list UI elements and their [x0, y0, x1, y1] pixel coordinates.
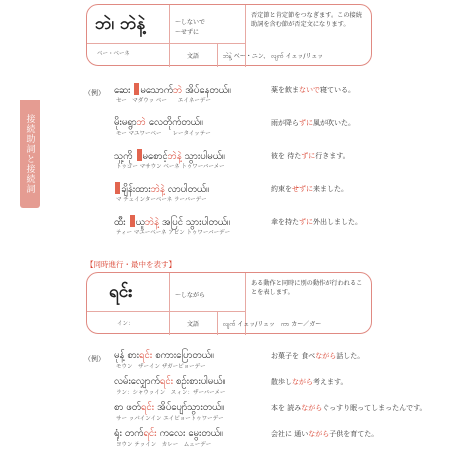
entry-description: 否定節と肯定節をつなぎます。この接続助詞を含む節が否定文になります。	[251, 12, 362, 28]
burmese-text: ထီး	[114, 217, 129, 228]
example-reading: トゥゴー マサウン ベーネ トゥワーバーメー	[116, 164, 225, 170]
highlighted-translation: ないで	[299, 86, 320, 94]
highlighted-translation: ながら	[315, 352, 337, 360]
example-reading: ティー マユーベーネ アピン トゥワーバーデー	[116, 230, 231, 236]
example-reading: ヨウン テッイン カレー ムェーデー	[116, 442, 212, 448]
example-burmese	[114, 427, 223, 441]
highlighted-conjunction: ရင်း	[159, 376, 174, 387]
example-row	[104, 116, 434, 142]
example-reading: セー マダウッ ベー エイネーデー	[116, 98, 211, 104]
side-tab-label: 接続助詞と接続詞	[24, 114, 35, 194]
negation-marker	[134, 83, 139, 95]
example-row	[104, 427, 434, 453]
negation-marker	[115, 182, 120, 194]
translation-text: 約束を	[271, 185, 292, 193]
burmese-text: ဆေး	[114, 85, 134, 96]
translation-text: 散歩し	[271, 378, 292, 386]
chapter-side-tab	[20, 100, 40, 208]
example-row	[104, 182, 434, 208]
example-translation	[271, 85, 355, 95]
translation-text: 行きます。	[315, 152, 350, 160]
highlighted-translation: ずに	[301, 152, 316, 160]
example-reading: サー ッパインイン エイピョートゥワーデー	[116, 416, 224, 422]
entry-description: ある動作と同時に別の動作が行われることを表します。	[251, 280, 363, 296]
example-translation	[271, 429, 378, 439]
example-translation	[271, 151, 350, 161]
translation-text: 雨が降ら	[271, 119, 299, 127]
entry-word: ဘဲ၊ ဘဲနဲ့	[95, 14, 146, 34]
translation-text: 外出しました。	[313, 218, 362, 226]
example-burmese	[114, 349, 214, 363]
entry-box-simultaneous	[86, 272, 372, 334]
burmese-text: ချိန်းထား	[121, 184, 151, 195]
translation-text: 話した。	[336, 352, 365, 360]
example-burmese	[114, 375, 225, 389]
example-row	[104, 401, 434, 427]
example-translation	[271, 217, 362, 227]
entry-word: ရင်း	[109, 282, 133, 302]
burmese-text: ယူ	[135, 217, 145, 228]
burmese-text: အိပ်ပျော်သွားတယ်။	[154, 402, 225, 413]
example-burmese	[114, 401, 224, 415]
grammar-value: လျက် イェッ/リェッ ကာ カー／ガー	[223, 321, 322, 328]
section-heading: 【同時進行・最中を表す】	[86, 260, 176, 269]
example-translation	[271, 118, 355, 128]
example-reading: モウン ザーイン ザガーピョーデー	[116, 364, 206, 370]
highlighted-conjunction: ဘဲ	[173, 85, 183, 96]
example-reading: モー マユワーベー レータイッテー	[116, 131, 211, 137]
highlighted-conjunction: ဘဲနဲ့	[167, 151, 182, 162]
highlighted-conjunction: ရင်း	[139, 350, 153, 361]
example-row	[104, 215, 434, 241]
example-row	[104, 375, 434, 401]
burmese-text: စဉ်းစားပါမယ်။	[173, 376, 226, 387]
highlighted-translation: ながら	[308, 430, 330, 438]
grammar-label: 文語	[187, 321, 200, 328]
burmese-text: မုန့် စား	[114, 350, 140, 361]
negation-marker	[137, 149, 142, 161]
translation-text: ぐっすり眠ってしまったんです。	[322, 404, 427, 412]
burmese-text: စကားပြောတယ်။	[152, 350, 214, 361]
highlighted-conjunction: ဘဲ	[136, 117, 146, 128]
grammar-label: 文語	[187, 53, 200, 60]
translation-text: 傘を持た	[271, 218, 299, 226]
entry-box-negative-conjunction	[86, 4, 372, 66]
example-translation	[271, 184, 348, 194]
highlighted-translation: ながら	[301, 404, 323, 412]
translation-text: 子供を育てた。	[329, 430, 379, 438]
translation-text: 風が吹いた。	[313, 119, 355, 127]
highlighted-translation: ながら	[292, 378, 313, 386]
grammar-value: ဘဲနဲ့ ベー・ニン、 လျက် イェッ/リェッ	[223, 53, 324, 60]
example-burmese	[114, 116, 203, 130]
burmese-text: လေတိုက်တယ်။	[145, 117, 203, 128]
example-translation	[271, 351, 364, 361]
burmese-text: မသောက်	[140, 85, 174, 96]
example-reading: ラン：シャウッイン スィン：ザーバーメー	[116, 390, 226, 396]
burmese-text: သွားပါမယ်။	[181, 151, 225, 162]
highlighted-translation: せずに	[292, 185, 313, 193]
burmese-text: လာပါတယ်။	[164, 184, 210, 195]
example-tag: （例）	[84, 355, 105, 363]
burmese-text: အိပ်နေတယ်။	[182, 85, 231, 96]
burmese-text: အပြင် သွားပါတယ်။	[158, 217, 230, 228]
translation-text: 薬を飲ま	[271, 86, 299, 94]
burmese-text: ကလေး မွေးတယ်။	[156, 428, 223, 439]
entry-meaning-2: 〜せずに	[175, 29, 200, 36]
entry-meaning-1: 〜しないで	[175, 19, 206, 26]
translation-text: 彼を 待た	[271, 152, 302, 160]
highlighted-conjunction: ဘဲနဲ့	[150, 184, 165, 195]
highlighted-translation: ずに	[299, 218, 313, 226]
negation-marker	[130, 215, 135, 227]
translation-text: 寝ている。	[320, 86, 355, 94]
highlighted-conjunction: ရင်း	[143, 428, 157, 439]
burmese-text: သူ့ကို	[114, 151, 136, 162]
burmese-text: စာ ဖတ်	[114, 402, 141, 413]
translation-text: 来ました。	[313, 185, 348, 193]
entry-reading: イン：	[117, 321, 134, 327]
example-row	[104, 83, 434, 109]
example-translation	[271, 403, 427, 413]
translation-text: お菓子を 食べ	[271, 352, 316, 360]
burmese-text: မိုးမရွာ	[114, 117, 137, 128]
example-translation	[271, 377, 347, 387]
entry-reading: ベー・ベーネ	[97, 51, 130, 57]
entry-meaning-1: 〜しながら	[175, 292, 206, 299]
translation-text: 考えます。	[313, 378, 348, 386]
example-row	[104, 349, 434, 375]
burmese-text: မစောင့်	[142, 151, 168, 162]
highlighted-conjunction: ရင်း	[140, 402, 155, 413]
example-row	[104, 149, 434, 175]
highlighted-translation: ずに	[299, 119, 313, 127]
burmese-text: လမ်းလျှောက်	[114, 376, 160, 387]
highlighted-conjunction: ဘဲနဲ့	[144, 217, 159, 228]
example-reading: マ チェインターベーネ ラーバーデー	[116, 197, 207, 203]
translation-text: 本を 読み	[271, 404, 302, 412]
example-tag: （例）	[84, 89, 105, 97]
translation-text: 会社に 通い	[271, 430, 309, 438]
burmese-text: ရုံး တက်	[114, 428, 144, 439]
